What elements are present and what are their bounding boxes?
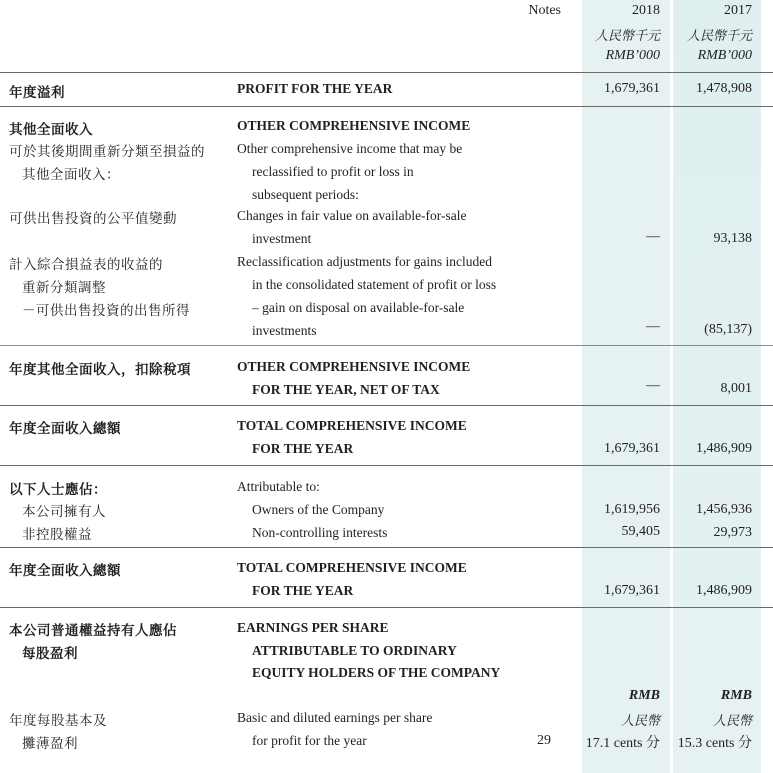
- tci1-en-1: TOTAL COMPREHENSIVE INCOME: [237, 418, 467, 433]
- currency-zh-2018: 人民幣千元: [594, 29, 660, 44]
- rule-after-oci-net: [0, 405, 773, 406]
- eps-note-ref: 29: [537, 733, 551, 748]
- owners-zh: 本公司擁有人: [22, 504, 106, 520]
- eps-currency-2017-zh: 人民幣: [712, 714, 752, 729]
- oci-head-zh: 其他全面收入: [9, 122, 93, 138]
- oci-net-2018: —: [646, 378, 660, 393]
- reclass-en-2: in the consolidated statement of profit or loss: [252, 277, 497, 292]
- attributable-zh: 以下人士應佔：: [9, 482, 107, 498]
- profit-2018: 1,679,361: [604, 81, 660, 96]
- fair-value-zh: 可供出售投資的公平值變動: [9, 211, 177, 227]
- nci-en: Non-controlling interests: [252, 525, 388, 540]
- eps-en-1: Basic and diluted earnings per share: [237, 710, 433, 725]
- oci-net-en-1: OTHER COMPREHENSIVE INCOME: [237, 359, 471, 374]
- notes-header: Notes: [528, 3, 561, 18]
- eps-zh-2: 攤薄盈利: [22, 736, 78, 752]
- year-2017-header: 2017: [724, 3, 752, 18]
- oci-reclass-zh-1: 可於其後期間重新分類至損益的: [9, 144, 205, 160]
- reclass-zh-3: －可供出售投資的出售所得: [22, 303, 190, 319]
- oci-reclass-zh-2: 其他全面收入：: [22, 167, 120, 183]
- reclass-2018: —: [646, 319, 660, 334]
- tci1-zh: 年度全面收入總額: [9, 421, 121, 437]
- unit-2018: RMB’000: [605, 48, 660, 63]
- owners-2018: 1,619,956: [604, 502, 660, 517]
- reclass-en-4: investments: [252, 323, 317, 338]
- profit-2017: 1,478,908: [696, 81, 752, 96]
- eps-2017: 15.3 cents 分: [677, 736, 752, 751]
- profit-zh: 年度溢利: [9, 85, 65, 101]
- eps-zh-1: 年度每股基本及: [9, 713, 107, 729]
- fair-value-2018: —: [646, 229, 660, 244]
- reclass-zh-1: 計入綜合損益表的收益的: [9, 257, 163, 273]
- eps-currency-2018-en: RMB: [628, 688, 660, 703]
- tci1-2017: 1,486,909: [696, 441, 752, 456]
- eps-head-en-3: EQUITY HOLDERS OF THE COMPANY: [252, 665, 501, 680]
- year-2018-header: 2018: [632, 3, 660, 18]
- rule-after-tci1: [0, 465, 773, 466]
- attributable-en: Attributable to:: [237, 479, 320, 494]
- eps-head-zh-2: 每股盈利: [22, 646, 78, 662]
- tci1-en-2: FOR THE YEAR: [252, 441, 354, 456]
- eps-head-en-2: ATTRIBUTABLE TO ORDINARY: [252, 643, 457, 658]
- owners-en: Owners of the Company: [252, 502, 385, 517]
- eps-2018: 17.1 cents 分: [585, 736, 660, 751]
- fair-value-en-1: Changes in fair value on available-for-sale: [237, 208, 467, 223]
- oci-net-2017: 8,001: [720, 381, 752, 396]
- currency-zh-2017: 人民幣千元: [686, 29, 752, 44]
- oci-reclass-en-2: reclassified to profit or loss in: [252, 164, 414, 179]
- oci-head-en: OTHER COMPREHENSIVE INCOME: [237, 118, 471, 133]
- rule-after-attributable: [0, 547, 773, 548]
- eps-currency-2018-zh: 人民幣: [620, 714, 660, 729]
- tci2-en-1: TOTAL COMPREHENSIVE INCOME: [237, 560, 467, 575]
- rule-after-reclass: [0, 345, 773, 346]
- oci-reclass-en-1: Other comprehensive income that may be: [237, 141, 463, 156]
- tci2-zh: 年度全面收入總額: [9, 563, 121, 579]
- reclass-en-1: Reclassification adjustments for gains included: [237, 254, 492, 269]
- tci2-en-2: FOR THE YEAR: [252, 583, 354, 598]
- eps-head-zh-1: 本公司普通權益持有人應佔: [9, 623, 177, 639]
- nci-2018: 59,405: [621, 524, 660, 539]
- fair-value-2017: 93,138: [713, 231, 752, 246]
- rule-after-profit: [0, 106, 773, 107]
- rule-after-tci2: [0, 607, 773, 608]
- oci-net-zh: 年度其他全面收入，扣除稅項: [9, 362, 191, 378]
- oci-reclass-en-3: subsequent periods:: [252, 187, 359, 202]
- reclass-en-3: – gain on disposal on available-for-sale: [252, 300, 465, 315]
- reclass-zh-2: 重新分類調整: [22, 280, 106, 296]
- nci-2017: 29,973: [713, 525, 752, 540]
- eps-currency-2017-en: RMB: [720, 688, 752, 703]
- unit-2017: RMB’000: [697, 48, 752, 63]
- eps-head-en-1: EARNINGS PER SHARE: [237, 620, 389, 635]
- nci-zh: 非控股權益: [22, 527, 92, 543]
- tci2-2017: 1,486,909: [696, 583, 752, 598]
- fair-value-en-2: investment: [252, 231, 312, 246]
- oci-net-en-2: FOR THE YEAR, NET OF TAX: [252, 382, 440, 397]
- tci2-2018: 1,679,361: [604, 583, 660, 598]
- profit-en: PROFIT FOR THE YEAR: [237, 81, 393, 96]
- owners-2017: 1,456,936: [696, 502, 752, 517]
- eps-en-2: for profit for the year: [252, 733, 367, 748]
- header-rule: [0, 72, 773, 73]
- reclass-2017: (85,137): [704, 322, 752, 337]
- tci1-2018: 1,679,361: [604, 441, 660, 456]
